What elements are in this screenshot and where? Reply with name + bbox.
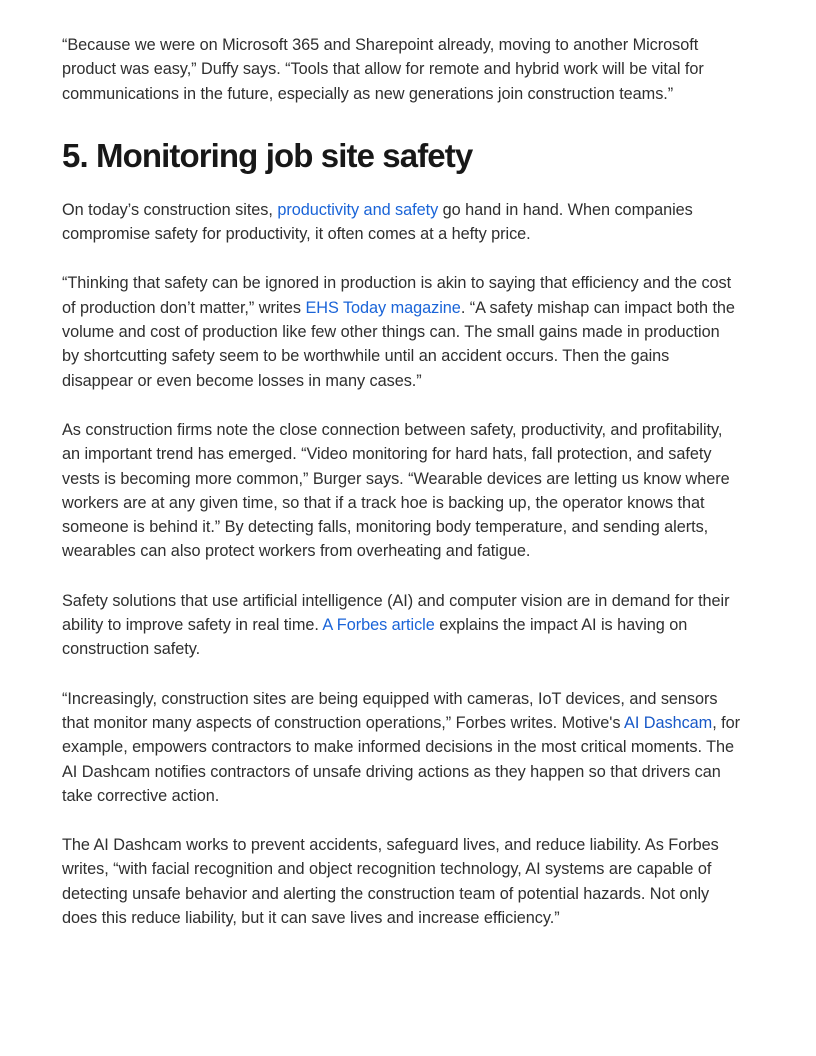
paragraph-lead-text: Safety solutions that use artificial intelligence (AI) and computer vision are in demand for their ability to improve safety in real time. (62, 591, 730, 635)
document-content (62, 33, 740, 955)
paragraph-quote-duffy (62, 33, 740, 106)
paragraph-tail-text: . “A safety mishap can impact both the volume and cost of production like few other things can. The small gains made in production by shortcutting safety seem to be worthwhile until an accident occurs. Then the gains disappear or even become losses in many cases.” (62, 298, 735, 390)
paragraph-lead-text: “Increasingly, construction sites are being equipped with cameras, IoT devices, and sensors that monitor many aspects of construction operations,” Forbes writes. Motive's (62, 689, 718, 732)
paragraph-iot-ai-dashcam (62, 687, 740, 808)
paragraph-tail-text: explains the impact AI is having on construction safety. (62, 616, 688, 659)
link-ai-dashcam[interactable]: AI Dashcam (624, 713, 713, 732)
paragraph-tail-text: go hand in hand. When companies compromise safety for productivity, it often comes at a hefty price. (62, 200, 693, 244)
link-ehs-today-magazine[interactable]: EHS Today magazine (305, 298, 461, 317)
paragraph-ai-dashcam-benefits (62, 833, 740, 930)
paragraph-quote-ehs-today (62, 271, 740, 392)
paragraph-text: The AI Dashcam works to prevent accidents, safeguard lives, and reduce liability. As Forbes writes, “with facial recognition and object recognition technology, AI systems are capable of detecting unsafe behavior and alerting the construction team of potential hazards. Not only does this reduce liability, but it can save lives and increase efficiency.” (62, 836, 719, 928)
paragraph-text: As construction firms note the close connection between safety, productivity, and profitability, an important trend has emerged. “Video monitoring for hard hats, fall protection, and safety vests is becoming more common,” Burger says. “Wearable devices are letting us know where workers are at any given time, so that if a track hoe is backing up, the operator knows that someone is behind it.” By detecting falls, monitoring body temperature, and sending alerts, wearables can also protect workers from overheating and fatigue. (62, 420, 730, 561)
paragraph-tail-text: , for example, empowers contractors to make informed decisions in the most critical moments. The AI Dashcam notifies contractors of unsafe driving actions as they happen so that drivers can take corrective action. (62, 713, 741, 805)
link-productivity-and-safety[interactable]: productivity and safety (277, 200, 439, 219)
paragraph-intro-safety (62, 198, 740, 247)
paragraph-lead-text: On today’s construction sites, (62, 200, 278, 219)
paragraph-construction-firms-trend (62, 418, 740, 564)
paragraph-lead-text: “Thinking that safety can be ignored in production is akin to saying that efficiency and the cost of production don’t matter,” writes (62, 274, 732, 317)
paragraph-ai-safety-solutions (62, 589, 740, 662)
paragraph-text: “Because we were on Microsoft 365 and Sharepoint already, moving to another Microsoft product was easy,” Duffy says. “Tools that allow for remote and hybrid work will be vital for communications in the future, especially as new generations join construction teams.” (62, 36, 704, 103)
link-a-forbes-article[interactable]: A Forbes article (322, 616, 435, 635)
page-title: 5. Monitoring job site safety (62, 136, 473, 174)
